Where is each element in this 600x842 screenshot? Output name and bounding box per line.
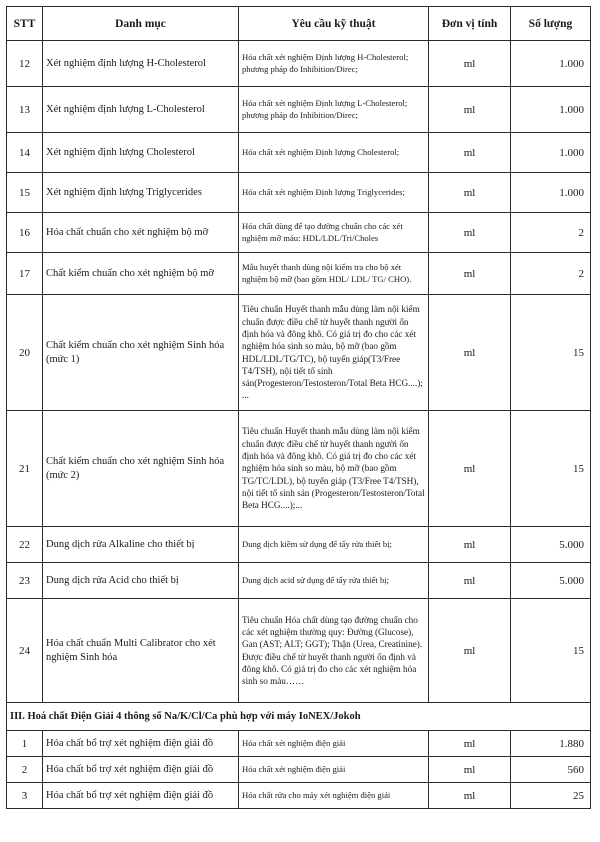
row-name: Dung dịch rửa Acid cho thiết bị bbox=[43, 563, 239, 599]
row-stt: 21 bbox=[7, 411, 43, 527]
row-name: Chất kiểm chuẩn cho xét nghiệm bộ mỡ bbox=[43, 253, 239, 295]
row-unit: ml bbox=[429, 757, 511, 783]
row-unit: ml bbox=[429, 133, 511, 173]
row-spec: Hóa chất xét nghiệm Định lượng H-Cholesterol; phương pháp đo Inhibition/Direc; bbox=[239, 41, 429, 87]
row-spec: Dung dịch kiềm sử dụng để tẩy rửa thiết bị; bbox=[239, 527, 429, 563]
row-qty: 2 bbox=[511, 213, 591, 253]
table-row bbox=[7, 731, 591, 757]
row-name: Hóa chất bổ trợ xét nghiệm điện giải đồ bbox=[43, 731, 239, 757]
table-row bbox=[7, 213, 591, 253]
row-name: Xét nghiệm định lượng H-Cholesterol bbox=[43, 41, 239, 87]
row-stt: 1 bbox=[7, 731, 43, 757]
row-unit: ml bbox=[429, 253, 511, 295]
row-spec: Hóa chất xét nghiệm điện giải bbox=[239, 731, 429, 757]
row-stt: 13 bbox=[7, 87, 43, 133]
row-stt: 24 bbox=[7, 599, 43, 703]
row-stt: 23 bbox=[7, 563, 43, 599]
row-stt: 16 bbox=[7, 213, 43, 253]
row-stt: 2 bbox=[7, 757, 43, 783]
row-qty: 5.000 bbox=[511, 563, 591, 599]
header-stt: STT bbox=[7, 7, 43, 41]
row-spec: Hóa chất xét nghiệm Định lượng L-Cholesterol; phương pháp đo Inhibition/Direc; bbox=[239, 87, 429, 133]
table-row bbox=[7, 87, 591, 133]
row-unit: ml bbox=[429, 41, 511, 87]
row-name: Xét nghiệm định lượng Triglycerides bbox=[43, 173, 239, 213]
row-qty: 15 bbox=[511, 411, 591, 527]
procurement-table bbox=[6, 6, 591, 809]
row-qty: 1.000 bbox=[511, 133, 591, 173]
row-qty: 1.000 bbox=[511, 87, 591, 133]
row-name: Hóa chất chuẩn Multi Calibrator cho xét nghiệm Sinh hóa bbox=[43, 599, 239, 703]
row-qty: 1.880 bbox=[511, 731, 591, 757]
row-stt: 14 bbox=[7, 133, 43, 173]
row-qty: 5.000 bbox=[511, 527, 591, 563]
row-spec: Hóa chất dùng để tạo đường chuẩn cho các xét nghiệm mỡ máu: HDL/LDL/Tri/Choles bbox=[239, 213, 429, 253]
row-qty: 1.000 bbox=[511, 173, 591, 213]
row-spec: Hóa chất xét nghiệm Định lượng Triglycerides; bbox=[239, 173, 429, 213]
row-name: Hóa chất chuẩn cho xét nghiệm bộ mỡ bbox=[43, 213, 239, 253]
row-spec: Tiêu chuẩn Huyết thanh mẫu dùng làm nội kiểm chuẩn được điều chế từ huyết thanh người ổn định hóa và đông khô. Có giá trị đo cho các xét nghiệm hóa sinh so màu, bộ mỡ (bao gồm HDL/LDL/TG/TC), bộ tuyến giáp(T3/Free T4/TSH), nội tiết tố sinh sản(Progesteron/Testosteron/Total Beta HCG....); ... bbox=[239, 295, 429, 411]
row-stt: 12 bbox=[7, 41, 43, 87]
row-name: Xét nghiệm định lượng Cholesterol bbox=[43, 133, 239, 173]
section-header-row bbox=[7, 703, 591, 731]
table-header-row bbox=[7, 7, 591, 41]
row-qty: 560 bbox=[511, 757, 591, 783]
table-row bbox=[7, 599, 591, 703]
row-stt: 22 bbox=[7, 527, 43, 563]
row-unit: ml bbox=[429, 411, 511, 527]
row-name: Dung dịch rửa Alkaline cho thiết bị bbox=[43, 527, 239, 563]
section-title: III. Hoá chất Điện Giải 4 thông số Na/K/Cl/Ca phù hợp với máy IoNEX/Jokoh bbox=[7, 703, 591, 731]
row-unit: ml bbox=[429, 527, 511, 563]
row-stt: 20 bbox=[7, 295, 43, 411]
table-row bbox=[7, 173, 591, 213]
row-spec: Dung dịch acid sử dụng để tẩy rửa thiết bị; bbox=[239, 563, 429, 599]
header-unit: Đơn vị tính bbox=[429, 7, 511, 41]
table-row bbox=[7, 411, 591, 527]
row-stt: 3 bbox=[7, 783, 43, 809]
row-qty: 15 bbox=[511, 599, 591, 703]
row-unit: ml bbox=[429, 173, 511, 213]
row-stt: 17 bbox=[7, 253, 43, 295]
row-qty: 15 bbox=[511, 295, 591, 411]
header-name: Danh mục bbox=[43, 7, 239, 41]
table-row bbox=[7, 133, 591, 173]
table-row bbox=[7, 295, 591, 411]
row-spec: Mẫu huyết thanh dùng nội kiểm tra cho bộ xét nghiệm bộ mỡ (bao gồm HDL/ LDL/ TG/ CHO). bbox=[239, 253, 429, 295]
row-stt: 15 bbox=[7, 173, 43, 213]
table-row bbox=[7, 783, 591, 809]
row-name: Chất kiểm chuẩn cho xét nghiệm Sinh hóa (mức 1) bbox=[43, 295, 239, 411]
table-row bbox=[7, 253, 591, 295]
row-name: Xét nghiệm định lượng L-Cholesterol bbox=[43, 87, 239, 133]
table-row bbox=[7, 41, 591, 87]
row-unit: ml bbox=[429, 295, 511, 411]
table-row bbox=[7, 527, 591, 563]
row-spec: Hóa chất rửa cho máy xét nghiệm điện giải bbox=[239, 783, 429, 809]
row-spec: Hóa chất xét nghiệm điện giải bbox=[239, 757, 429, 783]
row-unit: ml bbox=[429, 731, 511, 757]
row-qty: 2 bbox=[511, 253, 591, 295]
row-unit: ml bbox=[429, 563, 511, 599]
row-unit: ml bbox=[429, 783, 511, 809]
table-row bbox=[7, 563, 591, 599]
document-page bbox=[6, 6, 590, 809]
row-unit: ml bbox=[429, 213, 511, 253]
row-name: Hóa chất bổ trợ xét nghiệm điện giải đồ bbox=[43, 783, 239, 809]
table-row bbox=[7, 757, 591, 783]
row-spec: Tiêu chuẩn Huyết thanh mẫu dùng làm nội kiểm chuẩn được điều chế từ huyết thanh người ổn định hóa và đông khô. Có giá trị đo cho các xét nghiệm hóa sinh so màu, bộ mỡ (bao gồm TG/TC/LDL), bộ tuyến giáp (T3/Free T4/TSH), nội tiết tố sinh sản (Progesteron/Testosteron/Total Beta HCG....);... bbox=[239, 411, 429, 527]
row-name: Hóa chất bổ trợ xét nghiệm điện giải đồ bbox=[43, 757, 239, 783]
header-spec: Yêu cầu kỹ thuật bbox=[239, 7, 429, 41]
row-qty: 25 bbox=[511, 783, 591, 809]
row-spec: Hóa chất xét nghiệm Định lượng Cholesterol; bbox=[239, 133, 429, 173]
row-unit: ml bbox=[429, 87, 511, 133]
row-unit: ml bbox=[429, 599, 511, 703]
row-name: Chất kiểm chuẩn cho xét nghiệm Sinh hóa (mức 2) bbox=[43, 411, 239, 527]
header-qty: Số lượng bbox=[511, 7, 591, 41]
row-spec: Tiêu chuẩn Hóa chất dùng tạo đường chuẩn cho các xét nghiệm thường quy: Đường (Glucose), Gan (AST; ALT; GGT); Thận (Urea, Creatinine). Được điều chế từ huyết thanh người ổn định và đông khô. Có giá trị đo cho các xét nghiệm hóa sinh so màu…… bbox=[239, 599, 429, 703]
row-qty: 1.000 bbox=[511, 41, 591, 87]
